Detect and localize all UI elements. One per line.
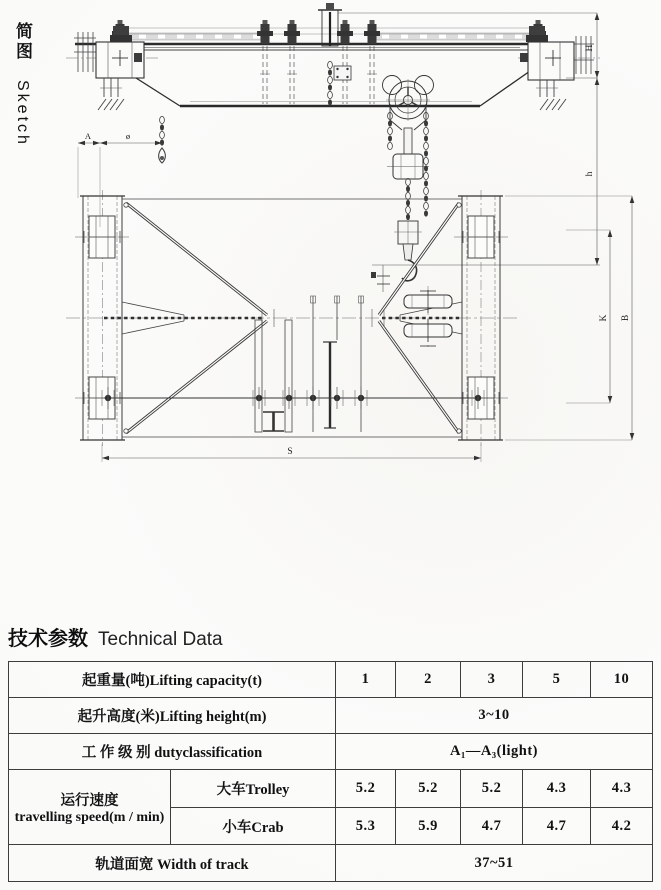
dim-label-S: S: [287, 447, 293, 457]
plan-view: [66, 141, 634, 462]
capacity-10: 10: [591, 662, 653, 698]
dim-label-h: h: [585, 171, 595, 177]
ground-hatch: [540, 99, 566, 110]
crab-label: 小车Crab: [171, 808, 336, 845]
dim-label-K: K: [599, 314, 609, 322]
row-trolley-speed: [9, 770, 653, 808]
duty-classification-value: A₁—A₃(light): [336, 734, 653, 770]
hook-block: [387, 154, 429, 179]
dim-label-e: ø: [125, 131, 131, 141]
travelling-speed-label-cn: 运行速度: [60, 792, 119, 809]
trolley-label: 大车Trolley: [171, 770, 336, 808]
center-structure: [255, 296, 364, 432]
capacity-2: 2: [396, 662, 461, 698]
travelling-speed-label-en: travelling speed(m / min): [14, 809, 165, 825]
duty-classification-label: 工 作 级 别 dutyclassification: [9, 734, 336, 770]
row-width-of-track: [9, 845, 653, 882]
dim-label-A: A: [84, 131, 92, 141]
mast-chain: [328, 61, 333, 105]
runway-rail: [75, 28, 558, 48]
travelling-speed-label: [9, 770, 171, 845]
dim-label-B: B: [621, 314, 631, 322]
ground-hatch: [98, 99, 124, 110]
dim-label-H: H: [585, 44, 595, 52]
right-end-truck: [518, 26, 600, 110]
crab-speed-3: 4.7: [461, 808, 523, 845]
lifting-capacity-label: 起重量(吨)Lifting capacity(t): [9, 662, 336, 698]
technical-data-heading: [8, 622, 661, 650]
width-of-track-label: 轨道面宽 Width of track: [9, 845, 336, 882]
width-of-track-value: 37~51: [336, 845, 653, 882]
crab-speed-1: 5.3: [336, 808, 396, 845]
row-duty-classification: [9, 734, 653, 770]
capacity-1: 1: [336, 662, 396, 698]
hanger-rods: [263, 46, 374, 104]
trolley-speed-2: 5.2: [396, 770, 461, 808]
left-chain-detail: [159, 116, 166, 163]
lifting-height-value: 3~10: [336, 698, 653, 734]
crab-speed-2: 5.9: [396, 808, 461, 845]
sketch-title-en: Sketch: [14, 79, 31, 147]
dim-b: [505, 196, 634, 440]
capacity-3: 3: [461, 662, 523, 698]
splice-plate: [334, 66, 351, 80]
technical-data-heading-cn: 技术参数: [8, 628, 88, 650]
row-lifting-capacity: [9, 662, 653, 698]
sketch-title-cn: 简图: [13, 22, 32, 62]
technical-data-heading-en: Technical Data: [98, 629, 223, 650]
dim-a-e: [78, 141, 162, 227]
crab-speed-5: 4.2: [591, 808, 653, 845]
crab-speed-4: 4.7: [523, 808, 591, 845]
trolley-speed-5: 4.3: [591, 770, 653, 808]
row-lifting-height: [9, 698, 653, 734]
trolley-speed-4: 4.3: [523, 770, 591, 808]
capacity-5: 5: [523, 662, 591, 698]
trolley-speed-3: 5.2: [461, 770, 523, 808]
trolley-speed-1: 5.2: [336, 770, 396, 808]
lifting-height-label: 起升高度(米)Lifting height(m): [9, 698, 336, 734]
elevation-view: [66, 3, 600, 292]
technical-data-table: [8, 661, 653, 882]
